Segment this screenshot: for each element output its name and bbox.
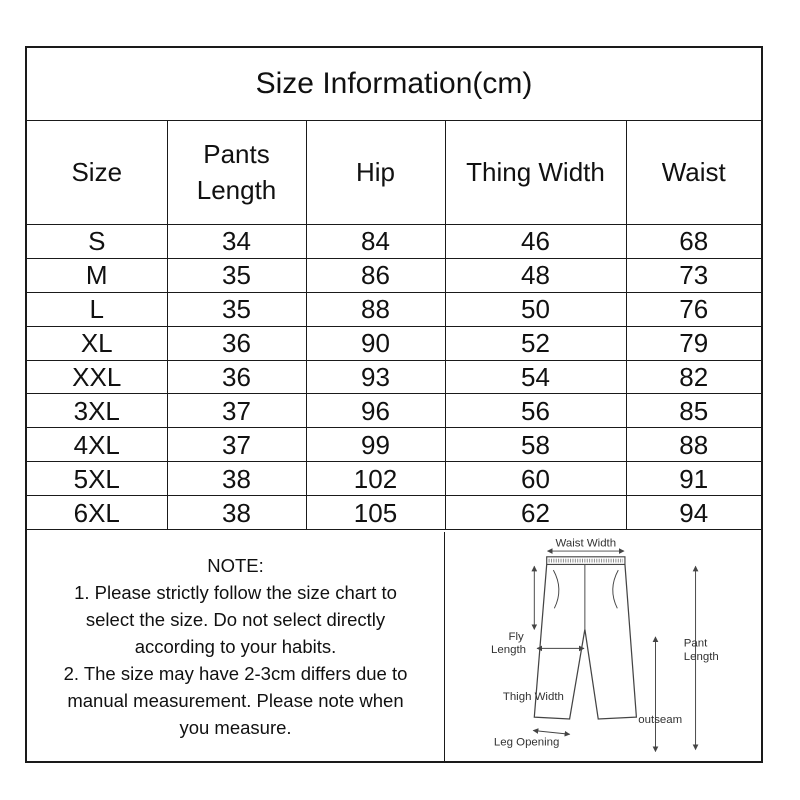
table-cell: 48 bbox=[445, 258, 626, 292]
table-cell: 73 bbox=[626, 258, 761, 292]
table-cell: 35 bbox=[167, 292, 306, 326]
outseam-label: outseam bbox=[638, 713, 683, 726]
table-row bbox=[27, 326, 761, 360]
table-cell: 38 bbox=[167, 462, 306, 496]
chart-title: Size Information(cm) bbox=[27, 48, 761, 121]
table-cell: 93 bbox=[306, 360, 445, 394]
header-row bbox=[27, 120, 761, 225]
table-cell: 90 bbox=[306, 326, 445, 360]
table-cell: 85 bbox=[626, 394, 761, 428]
table-cell: 96 bbox=[306, 394, 445, 428]
note-line: you measure. bbox=[179, 717, 292, 738]
fly-length-label-1: Fly bbox=[508, 630, 524, 643]
leg-opening-arrow bbox=[533, 730, 569, 734]
table-cell: 76 bbox=[626, 292, 761, 326]
table-cell: 94 bbox=[626, 496, 761, 530]
note-line: 1. Please strictly follow the size chart to bbox=[74, 582, 397, 603]
pant-length-label-1: Pant bbox=[683, 637, 708, 650]
header-pants-length: Pants Length bbox=[167, 120, 306, 225]
table-cell: 86 bbox=[306, 258, 445, 292]
table-cell: 50 bbox=[445, 292, 626, 326]
table-cell: 60 bbox=[445, 462, 626, 496]
table-cell: 46 bbox=[445, 225, 626, 259]
table-cell: XXL bbox=[27, 360, 167, 394]
table-cell: 105 bbox=[306, 496, 445, 530]
table-cell: 56 bbox=[445, 394, 626, 428]
header-thing-width: Thing Width bbox=[445, 120, 626, 225]
table-cell: 68 bbox=[626, 225, 761, 259]
table-cell: 38 bbox=[167, 496, 306, 530]
measurement-diagram bbox=[445, 532, 761, 761]
table-cell: 3XL bbox=[27, 394, 167, 428]
table-cell: 34 bbox=[167, 225, 306, 259]
table-cell: 37 bbox=[167, 428, 306, 462]
note-heading: NOTE: bbox=[207, 555, 264, 576]
note-section bbox=[27, 532, 445, 761]
table-row bbox=[27, 496, 761, 530]
table-row bbox=[27, 462, 761, 496]
table-body bbox=[27, 225, 761, 530]
table-row bbox=[27, 292, 761, 326]
fly-length-label-2: Length bbox=[491, 644, 527, 657]
table-row bbox=[27, 360, 761, 394]
waist-width-label: Waist Width bbox=[555, 537, 617, 550]
table-cell: 88 bbox=[626, 428, 761, 462]
table-row bbox=[27, 428, 761, 462]
table-cell: 36 bbox=[167, 360, 306, 394]
table-cell: 35 bbox=[167, 258, 306, 292]
table-cell: 58 bbox=[445, 428, 626, 462]
table-cell: 36 bbox=[167, 326, 306, 360]
header-waist: Waist bbox=[626, 120, 761, 225]
note-line: 2. The size may have 2-3cm differs due to bbox=[63, 663, 408, 684]
pant-length-label-2: Length bbox=[683, 650, 719, 663]
table-cell: 102 bbox=[306, 462, 445, 496]
table-cell: 88 bbox=[306, 292, 445, 326]
pocket-left bbox=[553, 570, 558, 608]
table-cell: 54 bbox=[445, 360, 626, 394]
table-cell: XL bbox=[27, 326, 167, 360]
header-hip: Hip bbox=[306, 120, 445, 225]
table-cell: 4XL bbox=[27, 428, 167, 462]
table-row bbox=[27, 258, 761, 292]
size-chart bbox=[25, 46, 763, 763]
table-row bbox=[27, 225, 761, 259]
leg-opening-label: Leg Opening bbox=[493, 736, 560, 749]
table-cell: 6XL bbox=[27, 496, 167, 530]
thigh-width-label: Thigh Width bbox=[502, 690, 564, 703]
table-cell: 62 bbox=[445, 496, 626, 530]
table-cell: S bbox=[27, 225, 167, 259]
note-line: select the size. Do not select directly bbox=[85, 609, 386, 630]
header-size: Size bbox=[27, 120, 167, 225]
table-cell: 79 bbox=[626, 326, 761, 360]
table-cell: 99 bbox=[306, 428, 445, 462]
pocket-right bbox=[613, 570, 618, 608]
table-row bbox=[27, 394, 761, 428]
table-cell: 37 bbox=[167, 394, 306, 428]
table-cell: M bbox=[27, 258, 167, 292]
note-line: according to your habits. bbox=[134, 636, 337, 657]
pants-diagram bbox=[445, 532, 761, 761]
table-cell: 84 bbox=[306, 225, 445, 259]
table-cell: L bbox=[27, 292, 167, 326]
table-cell: 5XL bbox=[27, 462, 167, 496]
table-cell: 52 bbox=[445, 326, 626, 360]
table-cell: 82 bbox=[626, 360, 761, 394]
table-cell: 91 bbox=[626, 462, 761, 496]
size-table bbox=[27, 120, 761, 530]
note-line: manual measurement. Please note when bbox=[67, 690, 404, 711]
